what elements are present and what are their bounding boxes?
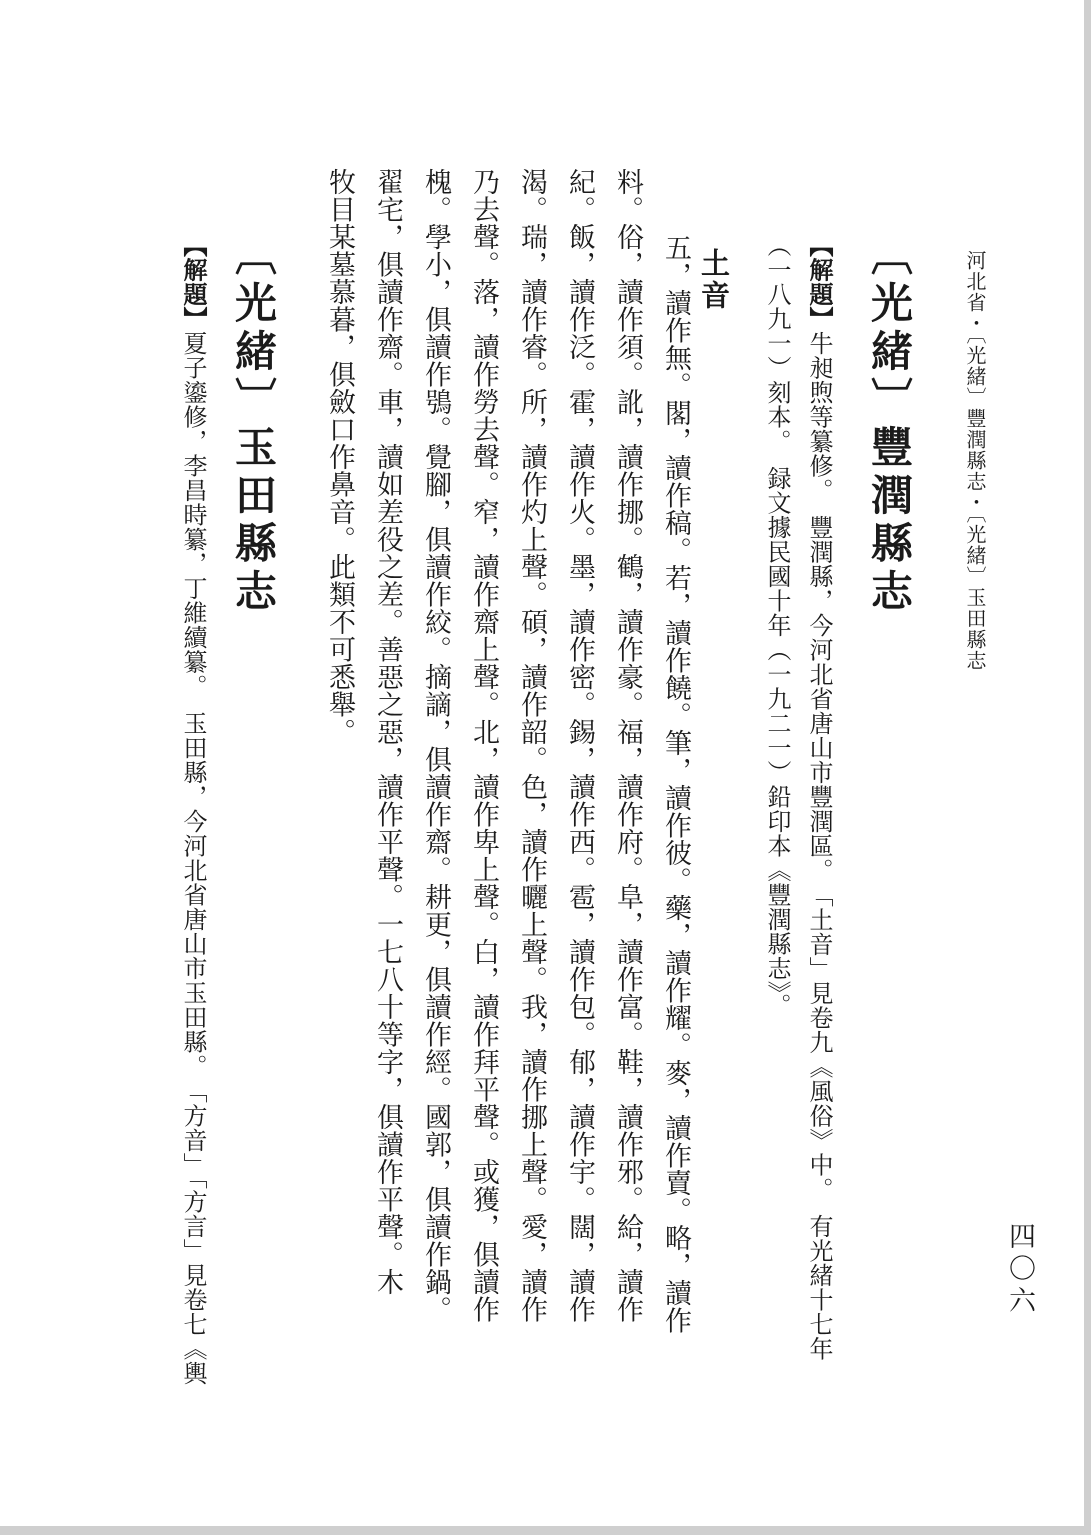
fengrun-jieti-column-1 <box>802 233 833 1361</box>
tuyin-body-column: 料。俗，讀作須。訛，讀作挪。鶴，讀作豪。福，讀作府。阜，讀作富。鞋，讀作邪。給，讀作 <box>613 168 643 1323</box>
tuyin-body-column: 乃去聲。落，讀作勞去聲。窄，讀作齋上聲。北，讀作卑上聲。白，讀作拜平聲。或獲，俱讀作 <box>469 168 499 1323</box>
yutian-volume-title: 〔光緒〕玉田縣志 <box>229 233 275 617</box>
fengrun-volume-title: 〔光緒〕豐潤縣志 <box>865 233 911 617</box>
jieti-label: 【解題】 <box>179 233 205 331</box>
tuyin-body-column: 牧目某墓慕暮，俱斂口作鼻音。此類不可悉舉。 <box>325 168 355 746</box>
tuyin-body-column: 翟宅，俱讀作齋。車，讀如差役之差。善惡之惡，讀作平聲。一七八十等字，俱讀作平聲。木 <box>373 168 403 1296</box>
page-number: 四〇六 <box>1005 1222 1035 1318</box>
yutian-jieti-text: 夏子鎏修，李昌時纂，丁維續纂。 玉田縣，今河北省唐山市玉田縣。 「方音」「方言」見卷七《輿 <box>179 331 205 1386</box>
yutian-jieti-column-1 <box>176 233 207 1386</box>
tuyin-body-column: 渴。瑞，讀作睿。所，讀作灼上聲。碩，讀作韶。色，讀作曬上聲。我，讀作挪上聲。愛，讀作 <box>517 168 547 1323</box>
tuyin-section-heading: 土音 <box>697 248 729 312</box>
fengrun-jieti-text: 牛昶煦等纂修。 豐潤縣，今河北省唐山市豐潤區。 「土音」見卷九《風俗》中。 有光緒十七年 <box>805 331 831 1361</box>
scan-edge-right <box>1084 0 1091 1535</box>
tuyin-body-column: 五，讀作無。閣，讀作稿。若，讀作饒。筆，讀作彼。藥，讀作耀。麥，讀作賣。略，讀作 <box>661 234 691 1334</box>
tuyin-body-column: 紀。飯，讀作泛。霍，讀作火。墨，讀作密。錫，讀作西。雹，讀作包。郁，讀作宇。闊，讀作 <box>565 168 595 1323</box>
jieti-label: 【解題】 <box>805 233 831 331</box>
fengrun-jieti-column-2: （一八九一）刻本。 録文據民國十年（一九二一）鉛印本《豐潤縣志》。 <box>763 233 789 1018</box>
tuyin-body-column: 槐。學小，俱讀作鴞。覺腳，俱讀作絞。摘謫，俱讀作齋。耕更，俱讀作經。國郭，俱讀作鍋。 <box>421 168 451 1323</box>
scan-edge-bottom <box>0 1526 1091 1535</box>
running-header: 河北省・〔光緒〕豐潤縣志・〔光緒〕玉田縣志 <box>963 250 985 671</box>
